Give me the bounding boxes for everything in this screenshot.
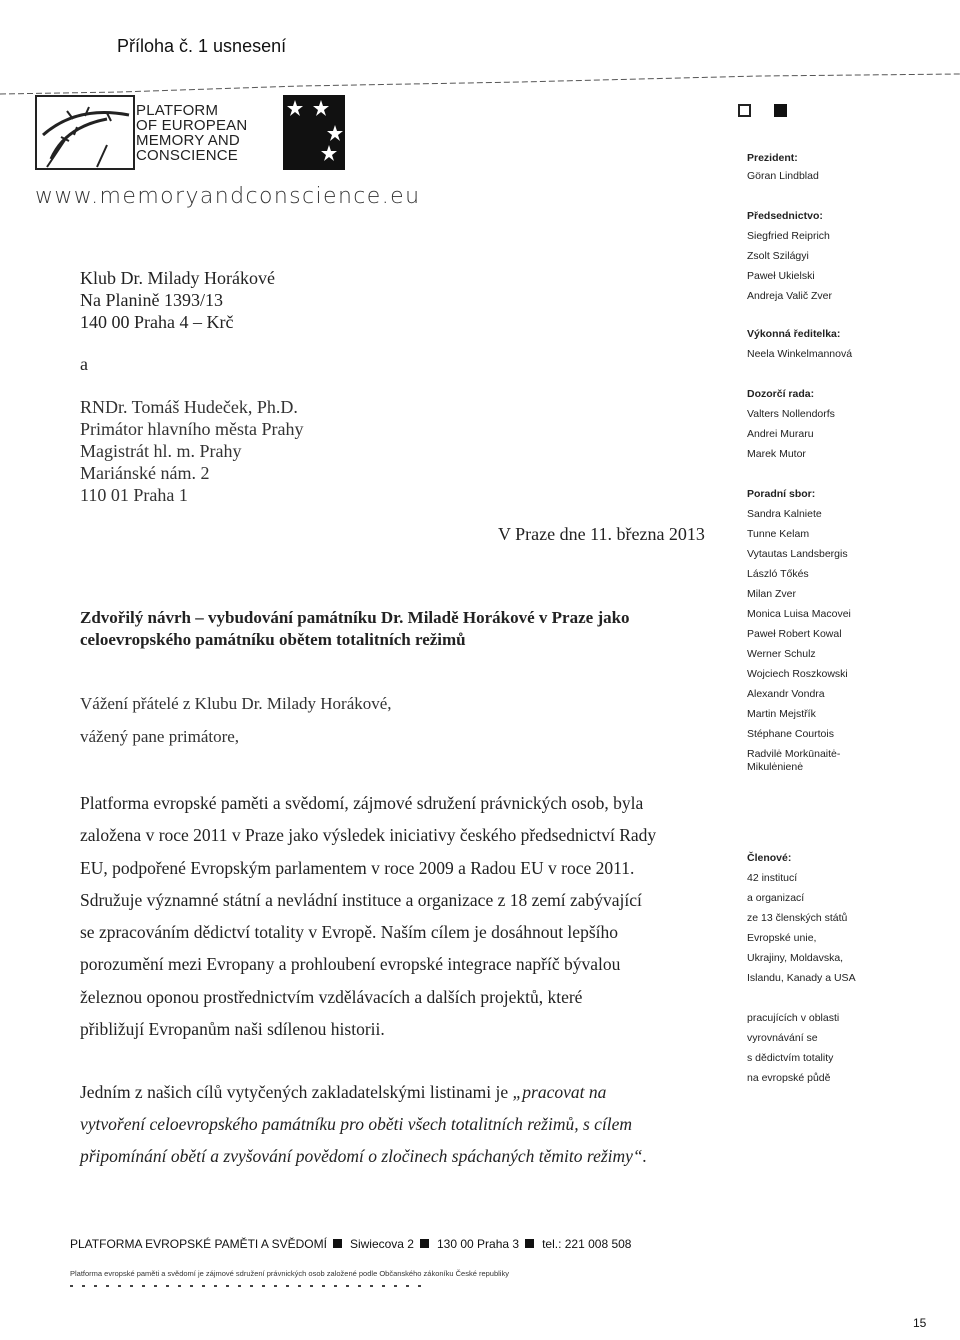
president-name: Göran Lindblad — [747, 170, 819, 182]
advisory-member: Tunne Kelam — [747, 528, 810, 540]
recipient-address-1 — [80, 267, 275, 333]
legal-footnote: Platforma evropské paměti a svědomí je zájmové sdružení právnických osob založené podle Občanského zákoníku České republiky — [70, 1269, 509, 1278]
body-paragraph-2 — [80, 1076, 730, 1172]
recipient-address-2 — [80, 396, 303, 506]
presidium-member: Andreja Valič Zver — [747, 290, 833, 302]
body-paragraph-1 — [80, 787, 730, 1045]
address-line: 140 00 Praha 4 – Krč — [80, 312, 234, 332]
members-line: na evropské půdě — [747, 1072, 831, 1084]
logo-wordmark — [136, 103, 247, 163]
logo-line-1: PLATFORM — [136, 102, 219, 119]
paragraph-line: EU, podpořené Evropským parlamentem v roce 2009 a Radou EU v roce 2011. — [80, 857, 635, 878]
square-bullet-icon — [333, 1239, 342, 1248]
letterhead-footer — [70, 1237, 631, 1251]
footer-phone: tel.: 221 008 508 — [542, 1237, 632, 1251]
director-heading: Výkonná ředitelka: — [747, 328, 841, 340]
filled-square-mark — [774, 104, 787, 117]
address-line: Mariánské nám. 2 — [80, 463, 210, 483]
paragraph-line: založena v roce 2011 v Praze jako výsledek iniciativy českého předsednictví Rady — [80, 825, 657, 846]
address-line: Primátor hlavního města Prahy — [80, 419, 304, 439]
paragraph-line: Sdružuje významné státní a nevládní instituce a organizace z 18 zemí zabývající — [80, 889, 642, 910]
footer-city: 130 00 Praha 3 — [436, 1237, 520, 1251]
footer-street: Siwiecova 2 — [349, 1237, 414, 1251]
barbed-wire-emblem — [35, 95, 135, 170]
members-line: 42 institucí — [747, 872, 798, 884]
paragraph-line — [80, 1076, 730, 1108]
logo-line-4: CONSCIENCE — [136, 147, 239, 164]
quote-text: připomínání obětí a zvyšování povědomí o zločinech spáchaných těmito režimy“. — [80, 1146, 648, 1166]
advisory-member: Martin Mejstřík — [747, 708, 816, 720]
square-bullet-icon — [420, 1239, 429, 1248]
salutation-2: vážený pane primátore, — [80, 727, 240, 746]
paragraph-line: přibližují Evropanům naši sdílenou historii. — [80, 1019, 385, 1040]
outline-square-mark — [738, 104, 751, 117]
letter-date: V Praze dne 11. března 2013 — [498, 524, 705, 544]
presidium-member: Siegfried Reiprich — [747, 230, 830, 242]
advisory-member: László Tőkés — [747, 568, 809, 580]
advisory-member: Wojciech Roszkowski — [747, 668, 848, 680]
presidium-member: Zsolt Szilágyi — [747, 250, 809, 262]
address-line: RNDr. Tomáš Hudeček, Ph.D. — [80, 397, 298, 417]
director-name: Neela Winkelmannová — [747, 348, 853, 360]
members-line: vyrovnávání se — [747, 1032, 818, 1044]
advisory-member: Monica Luisa Macovei — [747, 608, 851, 620]
advisory-member: Werner Schulz — [747, 648, 816, 660]
logo-line-2: OF EUROPEAN — [136, 117, 248, 134]
subject-line: Zdvořilý návrh – vybudování památníku Dr. Miladě Horákové v Praze jako — [80, 608, 630, 627]
advisory-member: Milan Zver — [747, 588, 797, 600]
cropped-footnote-line — [70, 1283, 430, 1289]
advisory-member: Mikulėnienė — [747, 761, 804, 773]
members-line: Ukrajiny, Moldavska, — [747, 952, 844, 964]
logo-line-3: MEMORY AND — [136, 132, 240, 149]
paragraph-line — [80, 1140, 730, 1172]
address-line: Magistrát hl. m. Prahy — [80, 441, 242, 461]
presidium-heading: Předsednictvo: — [747, 210, 823, 222]
members-line: ze 13 členských států — [747, 912, 848, 924]
presidium-member: Paweł Ukielski — [747, 270, 815, 282]
paragraph-lead: Jedním z našich cílů vytyčených zakladatelskými listinami je — [80, 1082, 513, 1102]
stars-panel — [283, 95, 345, 170]
annex-label: Příloha č. 1 usnesení — [117, 36, 287, 56]
paragraph-line: Platforma evropské paměti a svědomí, zájmové sdružení právnických osob, byla — [80, 793, 644, 813]
paragraph-line: železnou oponou prostřednictvím vzdělávacích a dalších projektů, které — [80, 986, 583, 1007]
address-conjunction: a — [80, 354, 88, 374]
advisory-member: Vytautas Landsbergis — [747, 548, 848, 560]
members-line: Evropské unie, — [747, 932, 817, 944]
members-heading: Členové: — [747, 852, 792, 864]
quote-text: „pracovat na — [512, 1082, 607, 1102]
page-number: 15 — [913, 1316, 927, 1330]
square-bullet-icon — [525, 1239, 534, 1248]
advisory-member: Sandra Kalniete — [747, 508, 822, 520]
supervisory-member: Valters Nollendorfs — [747, 408, 835, 420]
paragraph-line — [80, 1108, 730, 1140]
salutation-1: Vážení přátelé z Klubu Dr. Milady Horákové, — [80, 694, 392, 713]
members-line: pracujících v oblasti — [747, 1012, 840, 1024]
advisory-member: Alexandr Vondra — [747, 688, 825, 700]
members-line: a organizací — [747, 892, 805, 904]
advisory-heading: Poradní sbor: — [747, 488, 816, 500]
supervisory-member: Andrei Muraru — [747, 428, 814, 440]
members-line: s dědictvím totality — [747, 1052, 834, 1064]
paragraph-line: porozumění mezi Evropany a prohloubení evropské integrace napříč bývalou — [80, 954, 621, 975]
advisory-member: Stéphane Courtois — [747, 728, 834, 740]
website-url: www.memoryandconscience.eu — [35, 184, 421, 209]
supervisory-member: Marek Mutor — [747, 448, 806, 460]
platform-logo — [35, 95, 345, 170]
advisory-member: Paweł Robert Kowal — [747, 628, 842, 640]
footer-org-name: PLATFORMA EVROPSKÉ PAMĚTI A SVĚDOMÍ — [70, 1237, 327, 1251]
advisory-member: Radvilė Morkūnaitė- — [747, 748, 841, 760]
stars-icon — [283, 95, 345, 170]
letter-subject — [80, 607, 720, 651]
supervisory-heading: Dozorčí rada: — [747, 388, 815, 400]
address-line: Klub Dr. Milady Horákové — [80, 268, 275, 288]
members-line: Islandu, Kanady a USA — [747, 972, 856, 984]
paragraph-line: se zpracováním dědictví totality v Evropě. Naším cílem je dosáhnout lepšího — [80, 922, 618, 943]
quote-text: vytvoření celoevropského památníku pro oběti všech totalitních režimů, s cílem — [80, 1114, 633, 1134]
address-line: Na Planině 1393/13 — [80, 290, 223, 310]
president-heading: Prezident: — [747, 152, 798, 164]
barbed-wire-icon — [37, 97, 133, 168]
subject-line: celoevropského památníku obětem totalitních režimů — [80, 630, 466, 649]
address-line: 110 01 Praha 1 — [80, 485, 188, 505]
